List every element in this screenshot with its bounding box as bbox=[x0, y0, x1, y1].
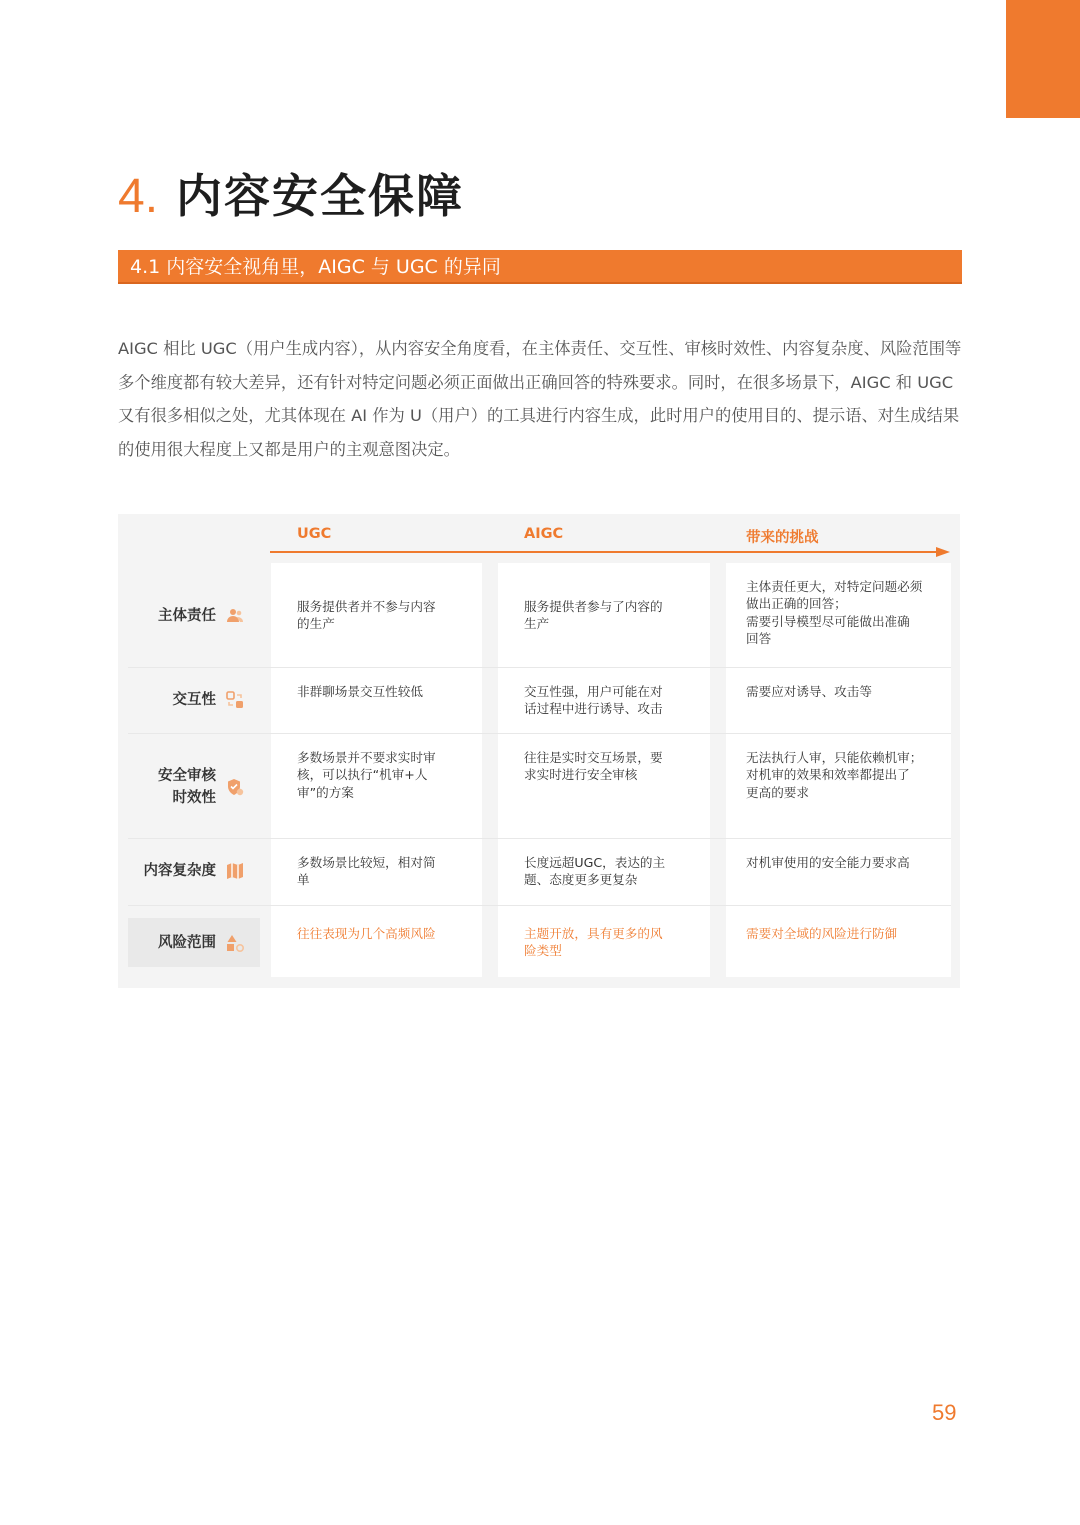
users-icon bbox=[226, 607, 244, 625]
row-label-text: 主体责任 bbox=[158, 608, 216, 624]
cell-challenge-interactivity: 需要应对诱导、攻击等 bbox=[746, 684, 872, 699]
row-label-timeliness bbox=[128, 745, 260, 829]
cell-challenge-timeliness: 无法执行人审，只能依赖机审； 对机审的效果和效率都提出了 更高的要求 bbox=[746, 750, 923, 800]
cell-aigc-risk: 主题开放，具有更多的风 险类型 bbox=[524, 926, 663, 959]
row-label-risk bbox=[128, 918, 260, 967]
cell-ugc-risk: 往往表现为几个高频风险 bbox=[297, 926, 436, 941]
map-icon bbox=[226, 862, 244, 880]
chapter-heading bbox=[118, 160, 464, 230]
column-header-aigc: AIGC bbox=[524, 526, 564, 542]
arrow-head-icon bbox=[936, 547, 950, 557]
row-divider bbox=[128, 838, 951, 839]
section-title: 4.1 内容安全视角里，AIGC 与 UGC 的异同 bbox=[118, 250, 962, 284]
row-label-text: 风险范围 bbox=[158, 934, 216, 951]
intro-paragraph: AIGC 相比 UGC（用户生成内容），从内容安全角度看，在主体责任、交互性、审核时效性、内容复杂度、风险范围等多个维度都有较大差异，还有针对特定问题必须正面做出正确回答的特殊要求。同时，在很多场景下，AIGC 和 UGC 又有很多相似之处，尤其体现在 AI 作为 U（用户）的工具进行内容生成，此时用户的使用目的、提示语、对生成结果的使用很大程度上又都是用户的主观意图决定。 bbox=[118, 339, 962, 459]
cell-ugc-interactivity: 非群聊场景交互性较低 bbox=[297, 684, 423, 699]
cell-challenge-complexity: 对机审使用的安全能力要求高 bbox=[746, 855, 910, 870]
row-label-complexity bbox=[128, 848, 260, 894]
column-header-ugc: UGC bbox=[297, 526, 332, 542]
row-divider bbox=[128, 733, 951, 734]
row-label-text: 安全审核 时效性 bbox=[158, 768, 216, 806]
header-arrow-line bbox=[270, 551, 938, 553]
row-label-text: 内容复杂度 bbox=[143, 863, 216, 879]
interaction-icon bbox=[226, 691, 244, 709]
chapter-title: 内容安全保障 bbox=[176, 169, 465, 223]
row-label-responsibility bbox=[128, 573, 260, 659]
row-divider bbox=[128, 667, 951, 668]
row-label-text: 交互性 bbox=[172, 692, 216, 708]
cell-ugc-responsibility: 服务提供者并不参与内容 的生产 bbox=[297, 599, 436, 632]
cell-aigc-complexity: 长度远超UGC，表达的主 题、态度更多更复杂 bbox=[524, 855, 666, 888]
chapter-dot: . bbox=[144, 170, 159, 223]
page-number: 59 bbox=[932, 1400, 957, 1425]
cell-challenge-risk: 需要对全域的风险进行防御 bbox=[746, 926, 898, 941]
row-label-interactivity bbox=[128, 677, 260, 723]
cell-ugc-timeliness: 多数场景并不要求实时审 核，可以执行“机审+人 审”的方案 bbox=[297, 750, 436, 800]
shield-check-icon bbox=[226, 778, 244, 796]
row-divider bbox=[128, 905, 951, 906]
corner-tab bbox=[1006, 0, 1080, 118]
cell-aigc-interactivity: 交互性强，用户可能在对 话过程中进行诱导、攻击 bbox=[524, 684, 663, 717]
cell-challenge-responsibility: 主体责任更大，对特定问题必须 做出正确的回答； 需要引导模型尽可能做出准确 回答 bbox=[746, 579, 923, 646]
risk-shapes-icon bbox=[226, 934, 244, 952]
cell-ugc-complexity: 多数场景比较短，相对简 单 bbox=[297, 855, 436, 888]
chapter-number: 4 bbox=[118, 170, 145, 223]
cell-aigc-responsibility: 服务提供者参与了内容的 生产 bbox=[524, 599, 663, 632]
column-header-challenge: 带来的挑战 bbox=[746, 530, 819, 546]
cell-aigc-timeliness: 往往是实时交互场景，要 求实时进行安全审核 bbox=[524, 750, 663, 783]
